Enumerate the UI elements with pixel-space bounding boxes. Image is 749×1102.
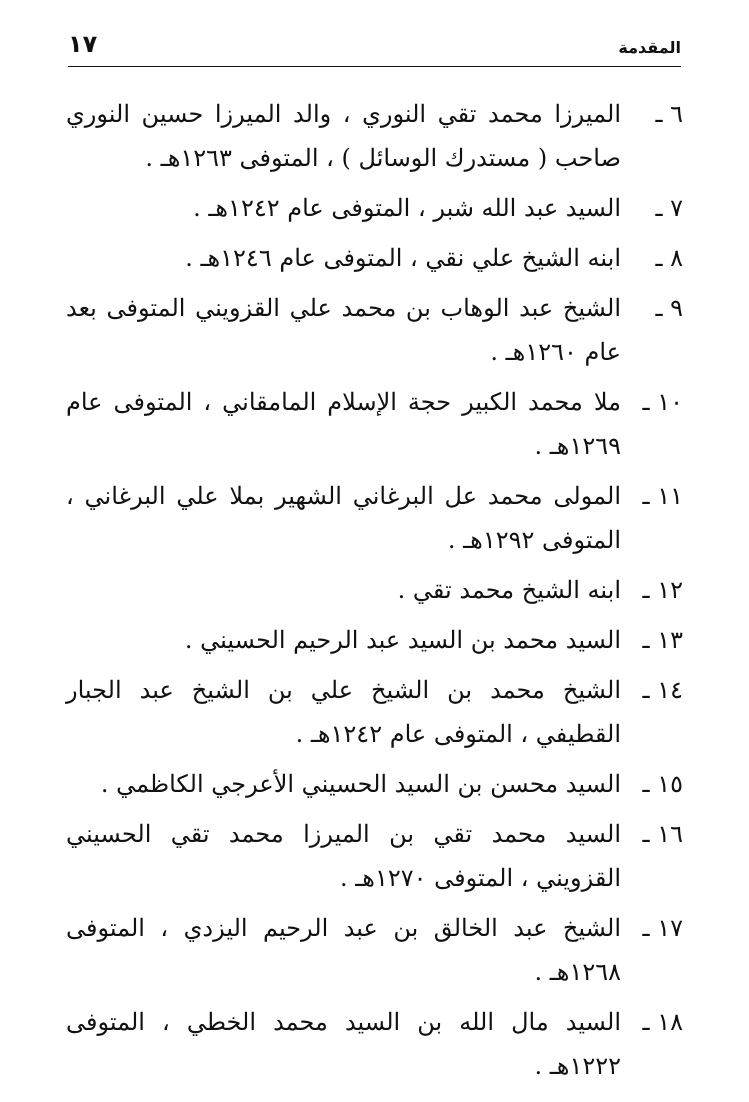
item-text: السيد محمد تقي بن الميرزا محمد تقي الحسيني القزويني ، المتوفى ١٢٧٠هـ .	[66, 820, 621, 892]
item-number: ١١ ـ	[642, 482, 683, 510]
list-item	[66, 286, 683, 374]
list-item	[66, 762, 683, 806]
list-item	[66, 1000, 683, 1088]
item-text: السيد محسن بن السيد الحسيني الأعرجي الكاظمي .	[100, 770, 621, 798]
list-item	[66, 186, 683, 230]
item-text: المولى محمد عل البرغاني الشهير بملا علي البرغاني ، المتوفى ١٢٩٢هـ .	[66, 482, 621, 554]
item-number: ٧ ـ	[655, 194, 683, 222]
list-item	[66, 474, 683, 562]
item-text: ابنه الشيخ علي نقي ، المتوفى عام ١٢٤٦هـ .	[185, 244, 621, 272]
item-number: ٩ ـ	[655, 294, 683, 322]
item-text: الشيخ محمد بن الشيخ علي بن الشيخ عبد الجبار القطيفي ، المتوفى عام ١٢٤٢هـ .	[66, 676, 621, 748]
list-item	[66, 618, 683, 662]
item-text: ابنه الشيخ محمد تقي .	[397, 576, 621, 604]
item-number: ١٨ ـ	[642, 1008, 683, 1036]
item-number: ١٠ ـ	[642, 388, 683, 416]
item-number: ١٥ ـ	[642, 770, 683, 798]
list-item	[66, 668, 683, 756]
item-number: ٦ ـ	[655, 100, 683, 128]
list-item	[66, 812, 683, 900]
page-header	[68, 30, 681, 66]
scholars-list	[66, 92, 683, 1094]
header-divider	[68, 66, 681, 67]
list-item	[66, 906, 683, 994]
item-number: ١٦ ـ	[642, 820, 683, 848]
list-item	[66, 568, 683, 612]
item-number: ١٣ ـ	[642, 626, 683, 654]
item-number: ٨ ـ	[655, 244, 683, 272]
item-text: الميرزا محمد تقي النوري ، والد الميرزا حسين النوري صاحب ( مستدرك الوسائل ) ، المتوفى ١٢٦٣هـ .	[66, 100, 621, 172]
chapter-title: المقدمة	[618, 38, 681, 57]
list-item	[66, 236, 683, 280]
item-number: ١٢ ـ	[642, 576, 683, 604]
item-number: ١٤ ـ	[642, 676, 683, 704]
item-text: الشيخ عبد الوهاب بن محمد علي القزويني المتوفى بعد عام ١٢٦٠هـ .	[66, 294, 621, 366]
item-text: السيد محمد بن السيد عبد الرحيم الحسيني .	[184, 626, 621, 654]
list-item	[66, 380, 683, 468]
item-text: السيد مال الله بن السيد محمد الخطي ، المتوفى ١٢٢٢هـ .	[66, 1008, 621, 1080]
item-text: السيد عبد الله شبر ، المتوفى عام ١٢٤٢هـ .	[193, 194, 621, 222]
list-item	[66, 92, 683, 180]
item-text: ملا محمد الكبير حجة الإسلام المامقاني ، المتوفى عام ١٢٦٩هـ .	[66, 388, 621, 460]
item-number: ١٧ ـ	[642, 914, 683, 942]
page-number: ١٧	[68, 30, 98, 58]
item-text: الشيخ عبد الخالق بن عبد الرحيم اليزدي ، المتوفى ١٢٦٨هـ .	[66, 914, 621, 986]
